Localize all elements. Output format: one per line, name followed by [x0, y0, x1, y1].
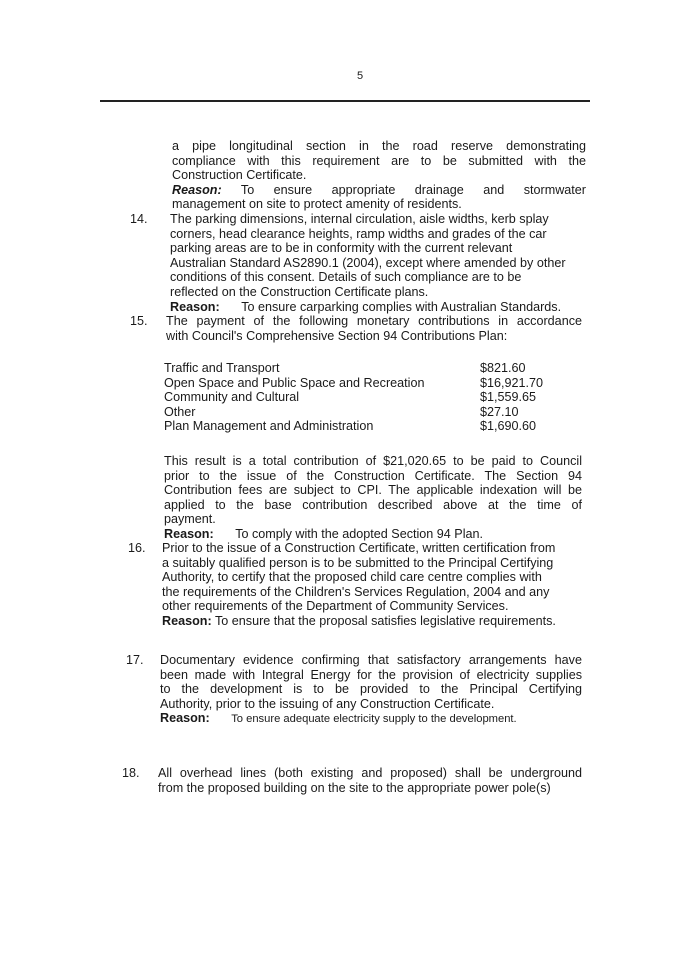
- contribution-label: Community and Cultural: [164, 390, 300, 405]
- item-15-continued: [164, 454, 582, 542]
- contribution-row: [164, 405, 554, 420]
- text-line: compliance with this requirement are to be submitted with the: [172, 153, 586, 168]
- item-number: 17.: [126, 653, 144, 667]
- text-line: Authority, to certify that the proposed child care centre complies with: [162, 570, 542, 585]
- text-line: The parking dimensions, internal circulation, aisle widths, kerb splay: [170, 212, 549, 226]
- text-line: Australian Standard AS2890.1 (2004), except where amended by other: [170, 255, 566, 270]
- text-line: other requirements of the Department of Community Services.: [162, 599, 509, 614]
- contribution-amount: $1,690.60: [480, 419, 537, 434]
- reason-text: To ensure adequate electricity supply to the development.: [231, 713, 517, 726]
- text-line: with Council's Comprehensive Section 94 Contributions Plan:: [166, 328, 508, 343]
- text-line: the requirements of the Children's Services Regulation, 2004 and any: [162, 584, 550, 599]
- contribution-amount: $16,921.70: [480, 375, 544, 390]
- text-line: conditions of this consent. Details of such compliance are to be: [170, 270, 522, 285]
- item-number: 18.: [122, 766, 140, 780]
- contribution-label: Other: [164, 404, 196, 419]
- reason-text: To comply with the adopted Section 94 Plan.: [235, 526, 484, 541]
- text-line: Authority, prior to the issuing of any Construction Certificate.: [160, 696, 495, 711]
- item-16: [162, 541, 582, 629]
- text-line: management on site to protect amenity of residents.: [172, 197, 462, 212]
- reason-line: [172, 183, 586, 198]
- text-line: This result is a total contribution of $21,020.65 to be paid to Council: [164, 454, 582, 468]
- contribution-row: [164, 376, 554, 391]
- contribution-label: Traffic and Transport: [164, 361, 280, 375]
- text-line: All overhead lines (both existing and proposed) shall be underground: [158, 766, 582, 780]
- contribution-amount: $27.10: [480, 404, 519, 419]
- reason-text: To ensure appropriate drainage and stormwater: [240, 182, 586, 197]
- item-15: [166, 314, 582, 343]
- text-line: applied to the base contribution described above at the time of: [164, 497, 582, 512]
- item-17: [160, 653, 582, 727]
- text-line: to the development is to be provided to the Principal Certifying: [160, 682, 582, 697]
- contribution-table: [164, 361, 554, 434]
- text-line: been made with Integral Energy for the provision of electricity supplies: [160, 667, 582, 682]
- text-line: parking areas are to be in conformity with the current relevant: [170, 241, 513, 256]
- reason-line: [170, 300, 586, 315]
- text-line: The payment of the following monetary contributions in accordance: [166, 314, 582, 328]
- text-line: Construction Certificate.: [172, 168, 307, 183]
- text-line: Documentary evidence confirming that satisfactory arrangements have: [160, 653, 582, 667]
- reason-label: Reason:: [164, 526, 214, 541]
- contribution-row: [164, 390, 554, 405]
- reason-label: Reason:: [172, 182, 222, 197]
- text-line: corners, head clearance heights, ramp widths and grades of the car: [170, 226, 547, 241]
- reason-text: To ensure carparking complies with Australian Standards.: [241, 299, 562, 314]
- contribution-row: [164, 419, 554, 434]
- text-line: Prior to the issue of a Construction Certificate, written certification from: [162, 541, 556, 555]
- text-line: payment.: [164, 512, 216, 527]
- contribution-amount: $821.60: [480, 361, 526, 375]
- reason-text: To ensure that the proposal satisfies legislative requirements.: [214, 613, 556, 628]
- page-number: 5: [357, 70, 364, 82]
- item-number: 16.: [128, 541, 146, 555]
- header-rule: [100, 100, 590, 102]
- reason-label: Reason:: [162, 613, 212, 628]
- continuation-block: [172, 139, 586, 212]
- contribution-row: [164, 361, 554, 376]
- item-18: [158, 766, 582, 795]
- text-line: reflected on the Construction Certificate plans.: [170, 284, 429, 299]
- item-number: 14.: [130, 212, 148, 226]
- reason-label: Reason:: [160, 711, 210, 726]
- item-14: [170, 212, 586, 314]
- reason-line: [164, 527, 582, 542]
- text-line: Contribution fees are subject to CPI. The applicable indexation will be: [164, 483, 582, 498]
- contribution-label: Plan Management and Administration: [164, 419, 374, 434]
- text-line: prior to the issue of the Construction Certificate. The Section 94: [164, 468, 582, 483]
- contribution-amount: $1,559.65: [480, 390, 537, 405]
- text-line: from the proposed building on the site to the appropriate power pole(s): [158, 780, 551, 795]
- contribution-label: Open Space and Public Space and Recreation: [164, 375, 425, 390]
- item-number: 15.: [130, 314, 148, 328]
- text-line: a pipe longitudinal section in the road reserve demonstrating: [172, 139, 586, 153]
- reason-line: [160, 711, 582, 727]
- reason-line: [162, 614, 582, 629]
- reason-label: Reason:: [170, 299, 220, 314]
- text-line: a suitably qualified person is to be submitted to the Principal Certifying: [162, 555, 554, 570]
